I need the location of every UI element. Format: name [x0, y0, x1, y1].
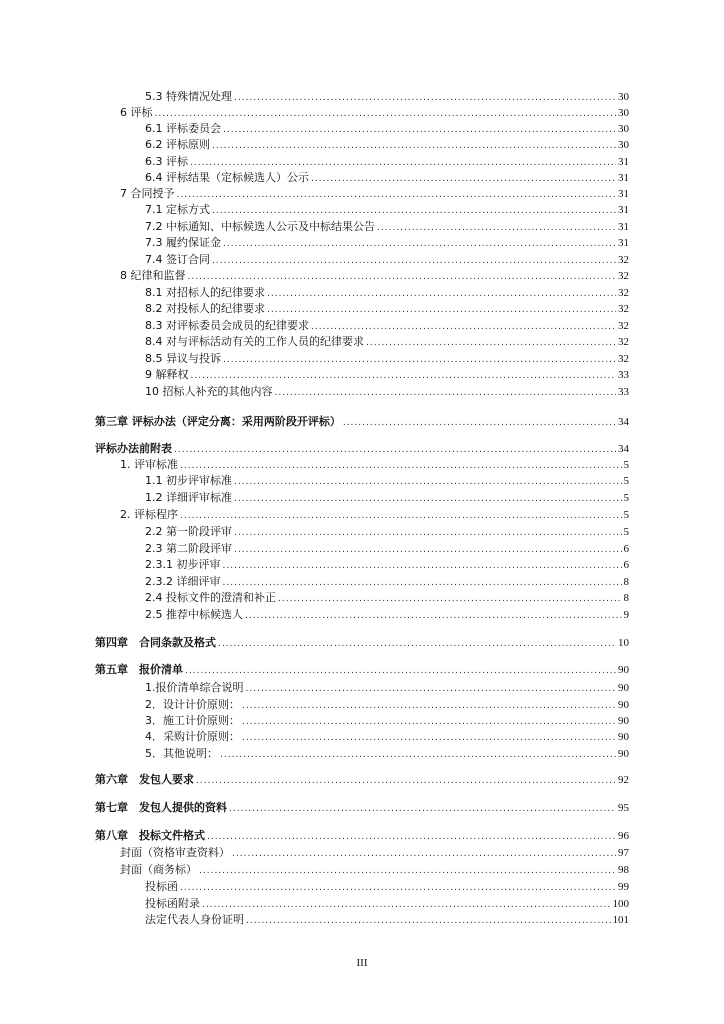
toc-entry-page: 95: [618, 802, 629, 814]
toc-entry-label: 6.4 评标结果（定标候选人）公示: [145, 171, 309, 184]
toc-entry-page: 98: [618, 864, 629, 876]
toc-entry-label: 第七章 发包人提供的资料: [95, 801, 227, 814]
toc-entry-label: 10 招标人补充的其他内容: [145, 385, 273, 398]
toc-entry-label: 第六章 发包人要求: [95, 773, 194, 786]
toc-entry-page: 30: [618, 123, 629, 135]
dot-leader: [212, 139, 616, 153]
toc-entry[interactable]: [145, 302, 629, 317]
toc-entry-label: 2．设计计价原则：: [145, 698, 240, 711]
toc-entry-label: 6 评标: [120, 106, 153, 119]
toc-entry[interactable]: [120, 106, 629, 121]
toc-entry-page: 30: [618, 91, 629, 103]
toc-entry[interactable]: [145, 220, 629, 235]
toc-entry[interactable]: [145, 880, 629, 895]
dot-leader: [234, 492, 622, 506]
toc-entry-page: 31: [618, 237, 629, 249]
toc-entry[interactable]: [120, 458, 629, 473]
toc-entry-label: 2.2 第一阶段评审: [145, 525, 232, 538]
toc-entry-label: 7.3 履约保证金: [145, 236, 221, 249]
dot-leader: [246, 914, 611, 928]
toc-entry-page: 30: [618, 107, 629, 119]
toc-entry-label: 7.2 中标通知、中标候选人公示及中标结果公告: [145, 220, 375, 233]
toc-entry[interactable]: [145, 698, 629, 713]
dot-leader: [246, 682, 617, 696]
toc-entry-label: 第三章 评标办法（评定分离：采用两阶段开评标）: [95, 415, 341, 428]
toc-entry-label: 8.4 对与评标活动有关的工作人员的纪律要求: [145, 335, 364, 348]
toc-entry-page: 6: [623, 543, 629, 555]
dot-leader: [223, 559, 622, 573]
dot-leader: [185, 664, 616, 678]
dot-leader: [234, 543, 622, 557]
dot-leader: [196, 774, 616, 788]
toc-entry[interactable]: [95, 663, 629, 678]
toc-entry[interactable]: [145, 558, 629, 573]
toc-entry-page: 34: [618, 443, 629, 455]
toc-entry[interactable]: [145, 203, 629, 218]
toc-entry-page: 31: [618, 172, 629, 184]
toc-entry-page: 33: [618, 369, 629, 381]
toc-entry[interactable]: [145, 474, 629, 489]
toc-entry-label: 第五章 报价清单: [95, 663, 183, 676]
toc-entry-label: 封面（资格审查资料）: [120, 846, 230, 859]
toc-entry-label: 投标函附录: [145, 897, 200, 910]
toc-entry-page: 9: [623, 609, 629, 621]
dot-leader: [278, 592, 622, 606]
toc-entry-page: 33: [618, 386, 629, 398]
toc-entry[interactable]: [145, 897, 629, 912]
toc-entry-label: 5.3 特殊情况处理: [145, 90, 232, 103]
dot-leader: [267, 303, 616, 317]
toc-entry-page: 90: [618, 731, 629, 743]
dot-leader: [218, 637, 616, 651]
dot-leader: [174, 443, 616, 457]
dot-leader: [223, 237, 616, 251]
toc-entry-page: 32: [618, 287, 629, 299]
toc-entry-page: 92: [618, 774, 629, 786]
toc-entry-label: 1. 评审标准: [120, 458, 178, 471]
toc-entry-page: 31: [618, 188, 629, 200]
toc-entry[interactable]: [145, 491, 629, 506]
dot-leader: [191, 369, 617, 383]
toc-entry-page: 96: [618, 830, 629, 842]
dot-leader: [180, 459, 622, 473]
dot-leader: [311, 320, 616, 334]
toc-entry-label: 7 合同授予: [120, 187, 175, 200]
page-number-footer: III: [356, 957, 368, 969]
toc-entry-page: 6: [623, 559, 629, 571]
dot-leader: [242, 731, 616, 745]
toc-entry-label: 6.2 评标原则: [145, 138, 210, 151]
toc-entry-label: 7.1 定标方式: [145, 203, 210, 216]
toc-entry-page: 32: [618, 270, 629, 282]
toc-entry-page: 100: [612, 898, 629, 910]
toc-entry[interactable]: [95, 415, 629, 430]
toc-entry-label: 2.3 第二阶段评审: [145, 542, 232, 555]
toc-entry-label: 8.5 异议与投诉: [145, 352, 221, 365]
toc-entry-label: 8.1 对招标人的纪律要求: [145, 286, 265, 299]
toc-entry[interactable]: [120, 508, 629, 523]
dot-leader: [234, 526, 622, 540]
toc-entry[interactable]: [145, 236, 629, 251]
toc-entry-page: 90: [618, 664, 629, 676]
toc-entry-page: 5: [623, 459, 629, 471]
toc-entry-page: 5: [623, 509, 629, 521]
toc-entry-page: 10: [618, 637, 629, 649]
toc-entry[interactable]: [95, 636, 629, 651]
toc-entry[interactable]: [145, 575, 629, 590]
toc-entry-label: 1.报价清单综合说明: [145, 681, 244, 694]
toc-entry-page: 30: [618, 139, 629, 151]
toc-entry-page: 99: [618, 881, 629, 893]
toc-entry-label: 封面（商务标）: [120, 863, 197, 876]
toc-entry[interactable]: [145, 352, 629, 367]
dot-leader: [220, 748, 616, 762]
toc-entry-label: 评标办法前附表: [95, 442, 172, 455]
toc-entry[interactable]: [145, 319, 629, 334]
toc-entry[interactable]: [95, 773, 629, 788]
dot-leader: [311, 172, 616, 186]
toc-entry-label: 3．施工计价原则：: [145, 714, 240, 727]
toc-entry-page: 97: [618, 847, 629, 859]
toc-entry[interactable]: [120, 863, 629, 878]
toc-entry-page: 101: [612, 914, 629, 926]
dot-leader: [245, 609, 622, 623]
toc-entry[interactable]: [120, 846, 629, 861]
toc-entry[interactable]: [145, 286, 629, 301]
toc-entry[interactable]: [145, 253, 629, 268]
toc-entry-page: 32: [618, 320, 629, 332]
dot-leader: [234, 475, 622, 489]
toc-entry-label: 8 纪律和监督: [120, 269, 186, 282]
toc-entry-page: 5: [623, 475, 629, 487]
dot-leader: [223, 576, 622, 590]
toc-entry-page: 8: [623, 576, 629, 588]
toc-entry-label: 4．采购计价原则：: [145, 730, 240, 743]
dot-leader: [188, 270, 617, 284]
toc-entry-label: 法定代表人身份证明: [145, 913, 244, 926]
toc-entry[interactable]: [95, 442, 629, 457]
toc-entry[interactable]: [145, 171, 629, 186]
dot-leader: [177, 188, 617, 202]
toc-entry-label: 1.2 详细评审标准: [145, 491, 232, 504]
toc-entry[interactable]: [120, 269, 629, 284]
dot-leader: [207, 830, 616, 844]
toc-entry[interactable]: [120, 187, 629, 202]
toc-entry[interactable]: [145, 335, 629, 350]
toc-entry-label: 7.4 签订合同: [145, 253, 210, 266]
toc-entry[interactable]: [145, 714, 629, 729]
toc-entry-label: 6.1 评标委员会: [145, 122, 221, 135]
dot-leader: [180, 509, 622, 523]
dot-leader: [202, 898, 611, 912]
dot-leader: [366, 336, 616, 350]
toc-entry-page: 5: [623, 526, 629, 538]
dot-leader: [232, 847, 616, 861]
toc-entry[interactable]: [145, 747, 629, 762]
toc-entry-label: 2.3.2 详细评审: [145, 575, 221, 588]
toc-entry-page: 32: [618, 353, 629, 365]
dot-leader: [267, 287, 616, 301]
toc-entry-page: 90: [618, 748, 629, 760]
toc-entry-label: 2. 评标程序: [120, 508, 178, 521]
dot-leader: [155, 107, 617, 121]
dot-leader: [212, 204, 616, 218]
toc-entry-page: 8: [623, 592, 629, 604]
toc-entry[interactable]: [145, 730, 629, 745]
dot-leader: [343, 416, 616, 430]
toc-entry-label: 8.2 对投标人的纪律要求: [145, 302, 265, 315]
toc-entry-page: 31: [618, 156, 629, 168]
toc-entry-page: 31: [618, 221, 629, 233]
toc-entry[interactable]: [145, 385, 629, 400]
toc-entry-page: 34: [618, 416, 629, 428]
toc-entry[interactable]: [145, 608, 629, 623]
toc-entry-page: 32: [618, 336, 629, 348]
toc-entry[interactable]: [145, 138, 629, 153]
toc-entry-label: 8.3 对评标委员会成员的纪律要求: [145, 319, 309, 332]
dot-leader: [199, 864, 616, 878]
dot-leader: [180, 881, 616, 895]
toc-entry[interactable]: [95, 801, 629, 816]
toc-entry[interactable]: [145, 90, 629, 105]
toc-entry-label: 投标函: [145, 880, 178, 893]
toc-entry-label: 第四章 合同条款及格式: [95, 636, 216, 649]
toc-entry-page: 90: [618, 699, 629, 711]
dot-leader: [212, 254, 616, 268]
toc-entry[interactable]: [145, 122, 629, 137]
toc-entry[interactable]: [145, 591, 629, 606]
dot-leader: [242, 699, 616, 713]
dot-leader: [190, 156, 616, 170]
toc-entry[interactable]: [145, 525, 629, 540]
toc-entry[interactable]: [145, 368, 629, 383]
toc-entry[interactable]: [145, 155, 629, 170]
toc-entry[interactable]: [145, 542, 629, 557]
toc-entry-label: 第八章 投标文件格式: [95, 829, 205, 842]
toc-entry[interactable]: [145, 681, 629, 696]
toc-entry-label: 5．其他说明：: [145, 747, 218, 760]
toc-entry-label: 2.4 投标文件的澄清和补正: [145, 591, 276, 604]
toc-entry-page: 32: [618, 254, 629, 266]
toc-entry[interactable]: [145, 913, 629, 928]
dot-leader: [234, 91, 616, 105]
dot-leader: [377, 221, 616, 235]
dot-leader: [223, 123, 616, 137]
dot-leader: [242, 715, 616, 729]
toc-entry-label: 6.3 评标: [145, 155, 188, 168]
toc-entry-label: 9 解释权: [145, 368, 189, 381]
toc-entry-page: 5: [623, 492, 629, 504]
toc-entry-label: 2.3.1 初步评审: [145, 558, 221, 571]
toc-entry-page: 31: [618, 204, 629, 216]
toc-entry[interactable]: [95, 829, 629, 844]
toc-entry-page: 90: [618, 682, 629, 694]
dot-leader: [229, 802, 616, 816]
toc-entry-page: 90: [618, 715, 629, 727]
toc-entry-label: 2.5 推荐中标候选人: [145, 608, 243, 621]
toc-entry-page: 32: [618, 303, 629, 315]
dot-leader: [275, 386, 617, 400]
toc-entry-label: 1.1 初步评审标准: [145, 474, 232, 487]
dot-leader: [223, 353, 616, 367]
